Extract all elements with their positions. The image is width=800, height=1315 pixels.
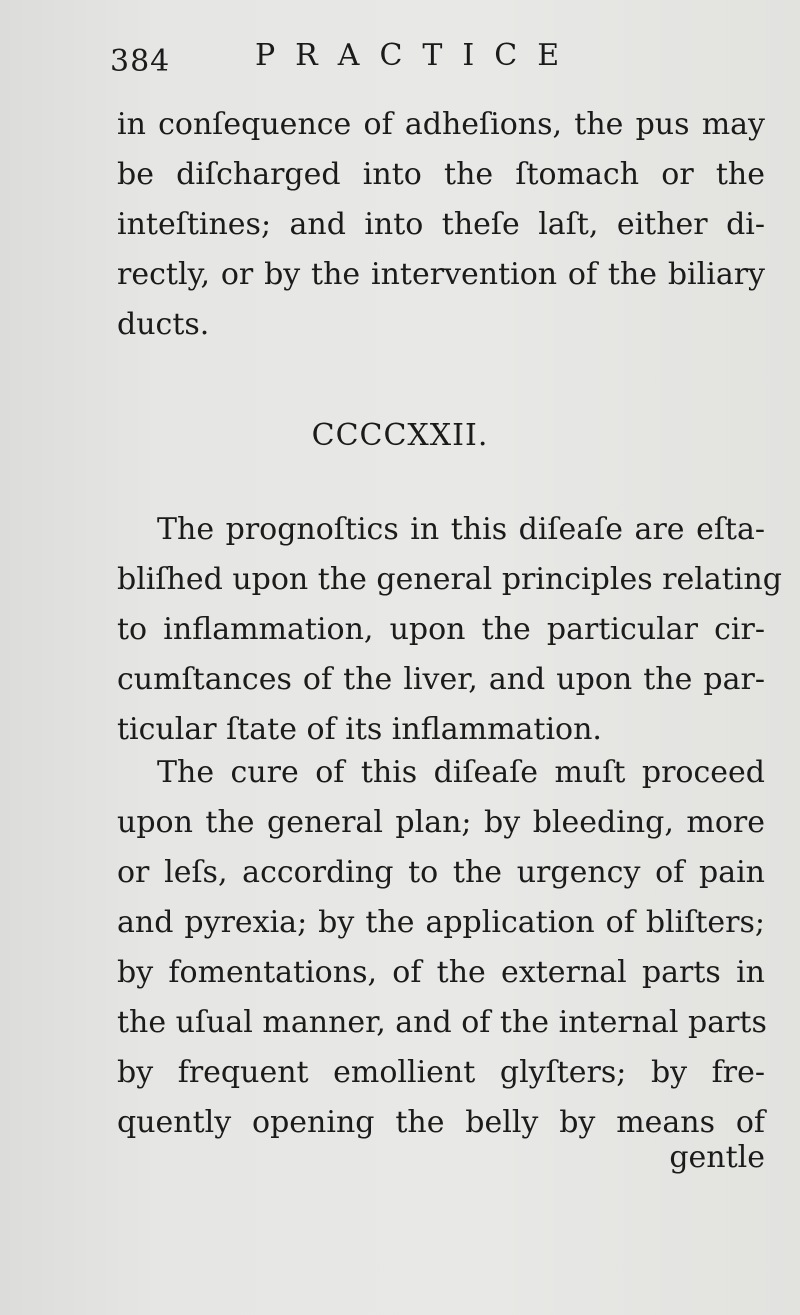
text-line: bliſhed upon the general principles relating: [117, 562, 782, 597]
text-line: by fomentations, of the external parts in: [117, 955, 765, 990]
page-header: [110, 34, 760, 84]
catchword: gentle: [669, 1140, 765, 1175]
paragraph-continuation: [117, 100, 765, 350]
text-line: ticular ſtate of its inflammation.: [117, 712, 602, 747]
text-line: rectly, or by the intervention of the biliary: [117, 257, 765, 292]
section-heading: CCCCXXII.: [311, 418, 489, 453]
page-number: 384: [110, 44, 171, 79]
paragraph-prognostics: [117, 505, 782, 755]
text-line: The prognoſtics in this diſeaſe are eſta-: [157, 512, 765, 547]
text-line: The cure of this diſeaſe muſt proceed: [157, 755, 765, 790]
text-line: be diſcharged into the ſtomach or the: [117, 157, 765, 192]
text-line: inteſtines; and into theſe laſt, either di-: [117, 207, 765, 242]
text-line: in conſequence of adheſions, the pus may: [117, 107, 765, 142]
text-line: the uſual manner, and of the internal parts: [117, 1005, 767, 1040]
text-line: to inflammation, upon the particular cir-: [117, 612, 765, 647]
text-line: cumſtances of the liver, and upon the par-: [117, 662, 765, 697]
text-line: and pyrexia; by the application of bliſters;: [117, 905, 765, 940]
text-line: quently opening the belly by means of: [117, 1105, 765, 1140]
text-line: ducts.: [117, 307, 210, 342]
text-line: upon the general plan; by bleeding, more: [117, 805, 765, 840]
paragraph-cure: [117, 748, 765, 1148]
running-title: PRACTICE: [255, 38, 580, 73]
text-line: by frequent emollient glyſters; by fre-: [117, 1055, 765, 1090]
text-line: or leſs, according to the urgency of pain: [117, 855, 765, 890]
